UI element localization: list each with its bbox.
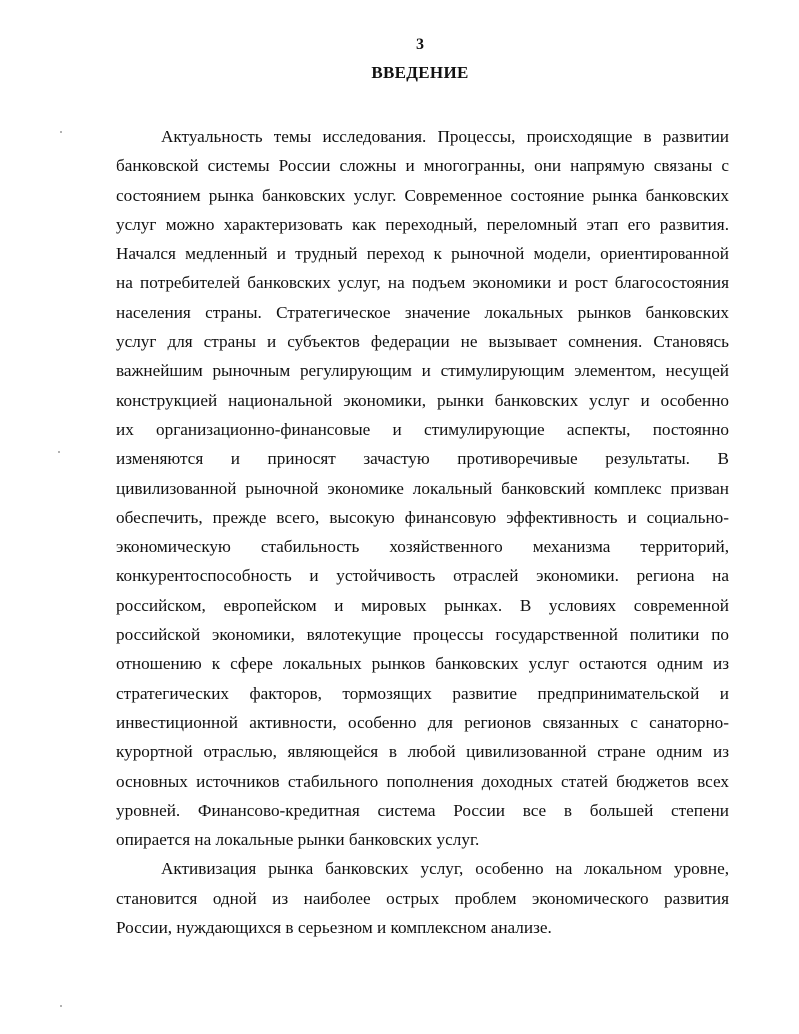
text-line: конкурентоспособность и устойчивость отраслей экономики. региона на [116, 566, 729, 586]
text-line: становится одной из наиболее острых проблем экономического развития [116, 888, 729, 908]
body-text [116, 122, 729, 942]
text-line: их организационно-финансовые и стимулирующие аспекты, постоянно [116, 419, 729, 439]
paragraph-actuality [116, 122, 729, 854]
text-line: на потребителей банковских услуг, на подъем экономики и рост благосостояния [116, 273, 729, 293]
text-line: изменяются и приносят зачастую противоречивые результаты. В [116, 449, 729, 469]
text-line: Актуальность темы исследования. Процессы, происходящие в развитии [161, 127, 729, 146]
text-line: населения страны. Стратегическое значение локальных рынков банковских [116, 302, 729, 322]
text-line: инвестиционной активности, особенно для регионов связанных с санаторно- [116, 712, 729, 732]
text-line: опирается на локальные рынки банковских услуг. [116, 830, 480, 850]
text-line: услуг для страны и субъектов федерации не вызывает сомнения. Становясь [116, 332, 729, 352]
text-line: цивилизованной рыночной экономике локальный банковский комплекс призван [116, 478, 729, 498]
text-line: России, нуждающихся в серьезном и комплексном анализе. [116, 918, 552, 938]
scan-speck [58, 451, 60, 453]
text-line: отношению к сфере локальных рынков банковских услуг остаются одним из [116, 654, 729, 674]
text-line: услуг можно характеризовать как переходный, переломный этап его развития. [116, 214, 729, 234]
text-line: российском, европейском и мировых рынках. В условиях современной [116, 595, 729, 615]
page-number: 3 [416, 36, 424, 53]
scan-speck [60, 1005, 62, 1007]
text-line: обеспечить, прежде всего, высокую финансовую эффективность и социально- [116, 507, 729, 527]
page-title: ВВЕДЕНИЕ [371, 63, 469, 82]
text-line: банковской системы России сложны и многогранны, они напрямую связаны с [116, 156, 729, 176]
text-line: уровней. Финансово-кредитная система России все в большей степени [116, 800, 729, 820]
text-line: состоянием рынка банковских услуг. Современное состояние рынка банковских [116, 185, 729, 205]
scan-speck [60, 131, 62, 133]
text-line: курортной отраслью, являющейся в любой цивилизованной стране одним из [116, 742, 729, 762]
text-line: важнейшим рыночным регулирующим и стимулирующим элементом, несущей [116, 361, 729, 381]
paragraph-activation [116, 854, 729, 942]
text-line: российской экономики, вялотекущие процессы государственной политики по [116, 625, 729, 645]
text-line: экономическую стабильность хозяйственного механизма территорий, [116, 537, 729, 557]
text-line: основных источников стабильного пополнения доходных статей бюджетов всех [116, 771, 729, 791]
text-line: стратегических факторов, тормозящих развитие предпринимательской и [116, 683, 729, 703]
text-line: конструкцией национальной экономики, рынки банковских услуг и особенно [116, 390, 729, 410]
text-line: Активизация рынка банковских услуг, особенно на локальном уровне, [161, 859, 729, 879]
text-line: Начался медленный и трудный переход к рыночной модели, ориентированной [116, 244, 729, 264]
